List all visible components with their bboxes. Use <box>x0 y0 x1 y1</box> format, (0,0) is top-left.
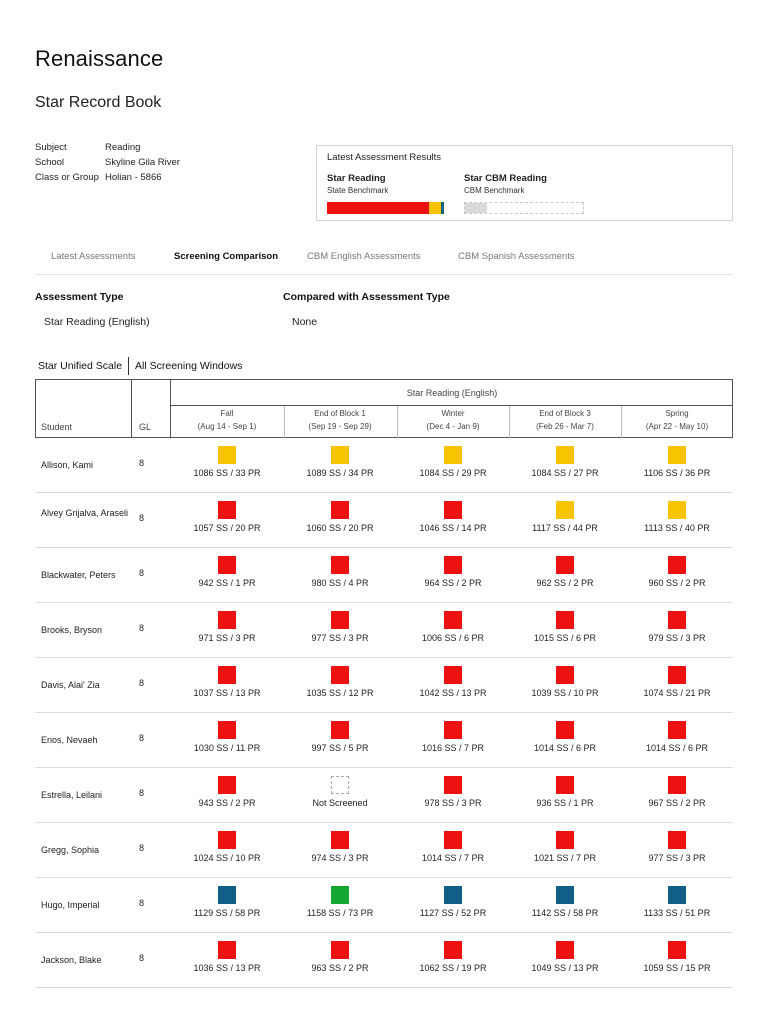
window-name: End of Block 1 <box>314 409 366 418</box>
score-cell[interactable] <box>621 666 733 698</box>
score-value: Not Screened <box>312 798 368 808</box>
student-name[interactable]: Jackson, Blake <box>41 955 102 965</box>
star-reading-summary <box>327 173 388 195</box>
table-row <box>35 878 733 933</box>
column-header-gl: GL <box>139 422 152 432</box>
score-cell[interactable] <box>397 556 509 588</box>
page-title: Star Record Book <box>35 94 162 111</box>
benchmark-blue-indicator <box>556 886 574 904</box>
cbm-benchmark-label: CBM Benchmark <box>464 186 525 195</box>
score-cell[interactable] <box>171 556 283 588</box>
window-divider <box>621 406 622 438</box>
score-cell[interactable] <box>397 776 509 808</box>
score-cell[interactable] <box>284 666 396 698</box>
benchmark-red-indicator <box>444 831 462 849</box>
score-value: 963 SS / 2 PR <box>311 963 369 973</box>
student-name[interactable]: Brooks, Bryson <box>41 625 103 635</box>
score-value: 1084 SS / 29 PR <box>419 468 487 478</box>
score-value: 1086 SS / 33 PR <box>193 468 261 478</box>
score-value: 1133 SS / 51 PR <box>643 908 711 918</box>
benchmark-red-indicator <box>331 721 349 739</box>
benchmark-red-indicator <box>444 941 462 959</box>
student-name[interactable]: Gregg, Sophia <box>41 845 100 855</box>
score-cell[interactable] <box>621 446 733 478</box>
meta-value: Reading <box>105 142 141 153</box>
benchmark-red-indicator <box>556 941 574 959</box>
state-benchmark-label: State Benchmark <box>327 186 389 195</box>
score-value: 1057 SS / 20 PR <box>193 523 261 533</box>
table-row <box>35 548 733 603</box>
window-name: Spring <box>665 409 689 418</box>
benchmark-red-indicator <box>331 556 349 574</box>
compared-with-value[interactable]: None <box>292 316 318 328</box>
score-value: 964 SS / 2 PR <box>424 578 482 588</box>
score-value: 1084 SS / 27 PR <box>531 468 599 478</box>
benchmark-red-indicator <box>444 666 462 684</box>
benchmark-red-indicator <box>444 501 462 519</box>
score-value: 971 SS / 3 PR <box>198 633 256 643</box>
benchmark-red-indicator <box>218 776 236 794</box>
grade-level: 8 <box>139 513 145 523</box>
benchmark-blue-indicator <box>218 886 236 904</box>
score-value: 979 SS / 3 PR <box>648 633 706 643</box>
score-cell[interactable] <box>509 666 621 698</box>
compared-with-label: Compared with Assessment Type <box>283 291 450 303</box>
meta-value: Holian - 5866 <box>105 172 162 183</box>
score-cell[interactable] <box>397 831 509 863</box>
benchmark-green-indicator <box>331 886 349 904</box>
benchmark-red-indicator <box>556 721 574 739</box>
window-dates: (Aug 14 - Sep 1) <box>197 422 257 431</box>
score-cell[interactable] <box>509 501 621 533</box>
score-cell[interactable] <box>284 941 396 973</box>
not-screened-indicator <box>331 776 349 794</box>
score-cell[interactable] <box>621 721 733 753</box>
score-value: 997 SS / 5 PR <box>311 743 369 753</box>
grade-level: 8 <box>139 898 145 908</box>
scale-divider <box>128 357 129 375</box>
tab-cbm-english-assessments[interactable]: CBM English Assessments <box>307 251 421 262</box>
table-row <box>35 933 733 988</box>
header-divider <box>131 379 132 438</box>
benchmark-segment-yellow <box>429 202 441 214</box>
table-row <box>35 658 733 713</box>
score-value: 942 SS / 1 PR <box>198 578 256 588</box>
benchmark-red-indicator <box>218 831 236 849</box>
tab-latest-assessments[interactable]: Latest Assessments <box>51 251 136 262</box>
score-value: 962 SS / 2 PR <box>536 578 594 588</box>
benchmark-yellow-indicator <box>331 446 349 464</box>
student-name[interactable]: Allison, Kami <box>41 460 94 470</box>
benchmark-blue-indicator <box>668 886 686 904</box>
score-cell[interactable] <box>397 941 509 973</box>
score-value: 1042 SS / 13 PR <box>419 688 487 698</box>
assessment-group-label: Star Reading (English) <box>406 388 498 398</box>
meta-label: Class or Group <box>35 172 99 183</box>
benchmark-yellow-indicator <box>668 501 686 519</box>
latest-results-title: Latest Assessment Results <box>327 152 442 163</box>
score-cell[interactable] <box>621 556 733 588</box>
grade-level: 8 <box>139 788 145 798</box>
score-cell[interactable] <box>397 501 509 533</box>
score-cell[interactable] <box>171 666 283 698</box>
score-value: 1021 SS / 7 PR <box>533 853 597 863</box>
window-divider <box>509 406 510 438</box>
score-value: 1014 SS / 6 PR <box>533 743 597 753</box>
column-header-window <box>171 407 283 433</box>
score-value: 1036 SS / 13 PR <box>193 963 261 973</box>
window-dates: (Sep 19 - Sep 29) <box>308 422 372 431</box>
benchmark-red-indicator <box>444 721 462 739</box>
score-cell[interactable] <box>284 501 396 533</box>
benchmark-red-indicator <box>331 666 349 684</box>
score-cell[interactable] <box>621 941 733 973</box>
score-value: 1006 SS / 6 PR <box>421 633 485 643</box>
score-value: 1046 SS / 14 PR <box>419 523 487 533</box>
benchmark-red-indicator <box>668 941 686 959</box>
score-value: 1059 SS / 15 PR <box>643 963 711 973</box>
score-cell[interactable] <box>509 721 621 753</box>
score-cell[interactable] <box>284 831 396 863</box>
score-value: 1062 SS / 19 PR <box>419 963 487 973</box>
student-name[interactable]: Hugo, Imperial <box>41 900 100 910</box>
score-cell[interactable] <box>621 776 733 808</box>
benchmark-red-indicator <box>556 776 574 794</box>
window-name: End of Block 3 <box>539 409 591 418</box>
benchmark-red-indicator <box>668 611 686 629</box>
tab-screening-comparison[interactable]: Screening Comparison <box>174 251 278 262</box>
score-cell[interactable] <box>284 611 396 643</box>
report-meta <box>35 140 180 185</box>
column-header-window <box>509 407 621 433</box>
score-cell[interactable] <box>171 941 283 973</box>
meta-value: Skyline Gila River <box>105 157 180 168</box>
benchmark-red-indicator <box>218 556 236 574</box>
grade-level: 8 <box>139 953 145 963</box>
table-row <box>35 438 733 493</box>
benchmark-red-indicator <box>556 556 574 574</box>
score-value: 1030 SS / 11 PR <box>193 743 261 753</box>
meta-label: Subject <box>35 142 67 153</box>
score-value: 1142 SS / 58 PR <box>531 908 599 918</box>
score-value: 943 SS / 2 PR <box>198 798 256 808</box>
score-cell[interactable] <box>284 556 396 588</box>
score-cell[interactable] <box>509 776 621 808</box>
score-cell[interactable] <box>397 721 509 753</box>
benchmark-blue-indicator <box>444 886 462 904</box>
column-header-student: Student <box>41 422 73 432</box>
grade-level: 8 <box>139 568 145 578</box>
table-row <box>35 823 733 878</box>
column-header-window <box>397 407 509 433</box>
score-value: 967 SS / 2 PR <box>648 798 706 808</box>
score-cell[interactable] <box>284 721 396 753</box>
score-cell[interactable] <box>621 501 733 533</box>
benchmark-yellow-indicator <box>556 446 574 464</box>
scale-label: Star Unified Scale <box>38 360 123 372</box>
score-value: 1129 SS / 58 PR <box>193 908 261 918</box>
benchmark-red-indicator <box>556 831 574 849</box>
score-value: 1037 SS / 13 PR <box>193 688 261 698</box>
score-cell[interactable] <box>509 941 621 973</box>
latest-assessment-results <box>316 145 733 221</box>
score-value: 1015 SS / 6 PR <box>533 633 597 643</box>
table-row <box>35 493 733 548</box>
benchmark-red-indicator <box>218 501 236 519</box>
score-cell[interactable] <box>397 446 509 478</box>
benchmark-yellow-indicator <box>218 446 236 464</box>
score-cell[interactable] <box>621 831 733 863</box>
score-value: 1016 SS / 7 PR <box>421 743 485 753</box>
column-header-window <box>284 407 396 433</box>
score-value: 1074 SS / 21 PR <box>643 688 711 698</box>
screening-windows-label: All Screening Windows <box>135 360 243 372</box>
score-value: 1060 SS / 20 PR <box>306 523 374 533</box>
benchmark-red-indicator <box>331 501 349 519</box>
score-cell[interactable] <box>509 611 621 643</box>
score-cell[interactable] <box>171 446 283 478</box>
score-cell[interactable] <box>621 611 733 643</box>
score-cell[interactable] <box>284 446 396 478</box>
score-cell[interactable] <box>397 886 509 918</box>
benchmark-segment-blue <box>441 202 444 214</box>
group-divider <box>171 405 733 406</box>
benchmark-segment-red <box>327 202 429 214</box>
meta-label: School <box>35 157 65 168</box>
score-value: 936 SS / 1 PR <box>536 798 594 808</box>
benchmark-red-indicator <box>331 831 349 849</box>
student-name[interactable]: Alvey Grijalva, Araseli <box>41 508 129 518</box>
score-value: 1127 SS / 52 PR <box>419 908 487 918</box>
score-cell[interactable] <box>509 446 621 478</box>
score-cell[interactable] <box>397 666 509 698</box>
assessment-type-label: Assessment Type <box>35 291 124 303</box>
benchmark-red-indicator <box>444 556 462 574</box>
tab-cbm-spanish-assessments[interactable]: CBM Spanish Assessments <box>458 251 575 262</box>
state-benchmark-bar <box>327 202 447 214</box>
score-cell[interactable] <box>171 776 283 808</box>
benchmark-red-indicator <box>444 611 462 629</box>
score-value: 978 SS / 3 PR <box>424 798 482 808</box>
student-name[interactable]: Davis, Alai' Zia <box>41 680 100 690</box>
star-reading-label: Star Reading <box>327 173 386 184</box>
score-value: 1039 SS / 10 PR <box>531 688 599 698</box>
benchmark-yellow-indicator <box>556 501 574 519</box>
window-dates: (Dec 4 - Jan 9) <box>426 422 480 431</box>
benchmark-yellow-indicator <box>668 446 686 464</box>
score-cell[interactable] <box>509 831 621 863</box>
score-cell[interactable] <box>621 886 733 918</box>
cbm-segment-gray <box>465 203 487 213</box>
grade-level: 8 <box>139 678 145 688</box>
score-value: 1049 SS / 13 PR <box>531 963 599 973</box>
renaissance-logo: Renaissance <box>35 46 164 71</box>
benchmark-red-indicator <box>556 611 574 629</box>
score-cell[interactable] <box>171 831 283 863</box>
score-value: 1158 SS / 73 PR <box>306 908 374 918</box>
benchmark-red-indicator <box>218 666 236 684</box>
score-value: 1014 SS / 7 PR <box>421 853 485 863</box>
window-name: Winter <box>441 409 465 418</box>
score-cell[interactable] <box>509 556 621 588</box>
score-value: 1106 SS / 36 PR <box>643 468 711 478</box>
score-value: 1113 SS / 40 PR <box>644 523 710 533</box>
grade-level: 8 <box>139 623 145 633</box>
score-cell[interactable] <box>171 886 283 918</box>
table-row <box>35 713 733 768</box>
score-value: 974 SS / 3 PR <box>311 853 369 863</box>
assessment-type-value[interactable]: Star Reading (English) <box>44 316 150 328</box>
benchmark-red-indicator <box>556 666 574 684</box>
benchmark-red-indicator <box>668 666 686 684</box>
student-name[interactable]: Estrella, Leilani <box>41 790 103 800</box>
meta-school <box>35 155 180 170</box>
benchmark-yellow-indicator <box>444 446 462 464</box>
score-value: 1117 SS / 44 PR <box>532 523 598 533</box>
score-value: 1014 SS / 6 PR <box>645 743 709 753</box>
benchmark-red-indicator <box>331 611 349 629</box>
table-row <box>35 768 733 823</box>
window-dates: (Feb 26 - Mar 7) <box>536 422 594 431</box>
score-cell[interactable] <box>284 776 396 808</box>
benchmark-red-indicator <box>668 831 686 849</box>
window-name: Fall <box>220 409 234 418</box>
score-cell[interactable] <box>397 611 509 643</box>
score-value: 1089 SS / 34 PR <box>306 468 374 478</box>
cbm-benchmark-bar <box>464 202 584 214</box>
benchmark-red-indicator <box>218 941 236 959</box>
meta-subject <box>35 140 180 155</box>
benchmark-red-indicator <box>444 776 462 794</box>
score-value: 977 SS / 3 PR <box>311 633 369 643</box>
score-value: 960 SS / 2 PR <box>648 578 706 588</box>
benchmark-red-indicator <box>218 611 236 629</box>
report-tabs <box>35 243 733 275</box>
star-cbm-label: Star CBM Reading <box>464 173 547 184</box>
benchmark-red-indicator <box>331 941 349 959</box>
meta-class <box>35 170 180 185</box>
score-value: 1024 SS / 10 PR <box>193 853 261 863</box>
score-value: 1035 SS / 12 PR <box>306 688 374 698</box>
scale-row <box>38 357 242 375</box>
score-value: 977 SS / 3 PR <box>648 853 706 863</box>
score-cell[interactable] <box>171 721 283 753</box>
score-cell[interactable] <box>171 611 283 643</box>
score-cell[interactable] <box>284 886 396 918</box>
window-dates: (Apr 22 - May 10) <box>645 422 709 431</box>
grade-level: 8 <box>139 843 145 853</box>
window-divider <box>397 406 398 438</box>
benchmark-red-indicator <box>668 776 686 794</box>
score-cell[interactable] <box>509 886 621 918</box>
student-name[interactable]: Enos, Nevaeh <box>41 735 98 745</box>
column-header-window <box>621 407 733 433</box>
benchmark-red-indicator <box>668 556 686 574</box>
student-name[interactable]: Blackwater, Peters <box>41 570 116 580</box>
score-cell[interactable] <box>171 501 283 533</box>
score-value: 980 SS / 4 PR <box>311 578 369 588</box>
window-divider <box>284 406 285 438</box>
grade-level: 8 <box>139 733 145 743</box>
benchmark-red-indicator <box>218 721 236 739</box>
star-cbm-summary <box>464 173 547 195</box>
benchmark-red-indicator <box>668 721 686 739</box>
table-row <box>35 603 733 658</box>
grade-level: 8 <box>139 458 145 468</box>
